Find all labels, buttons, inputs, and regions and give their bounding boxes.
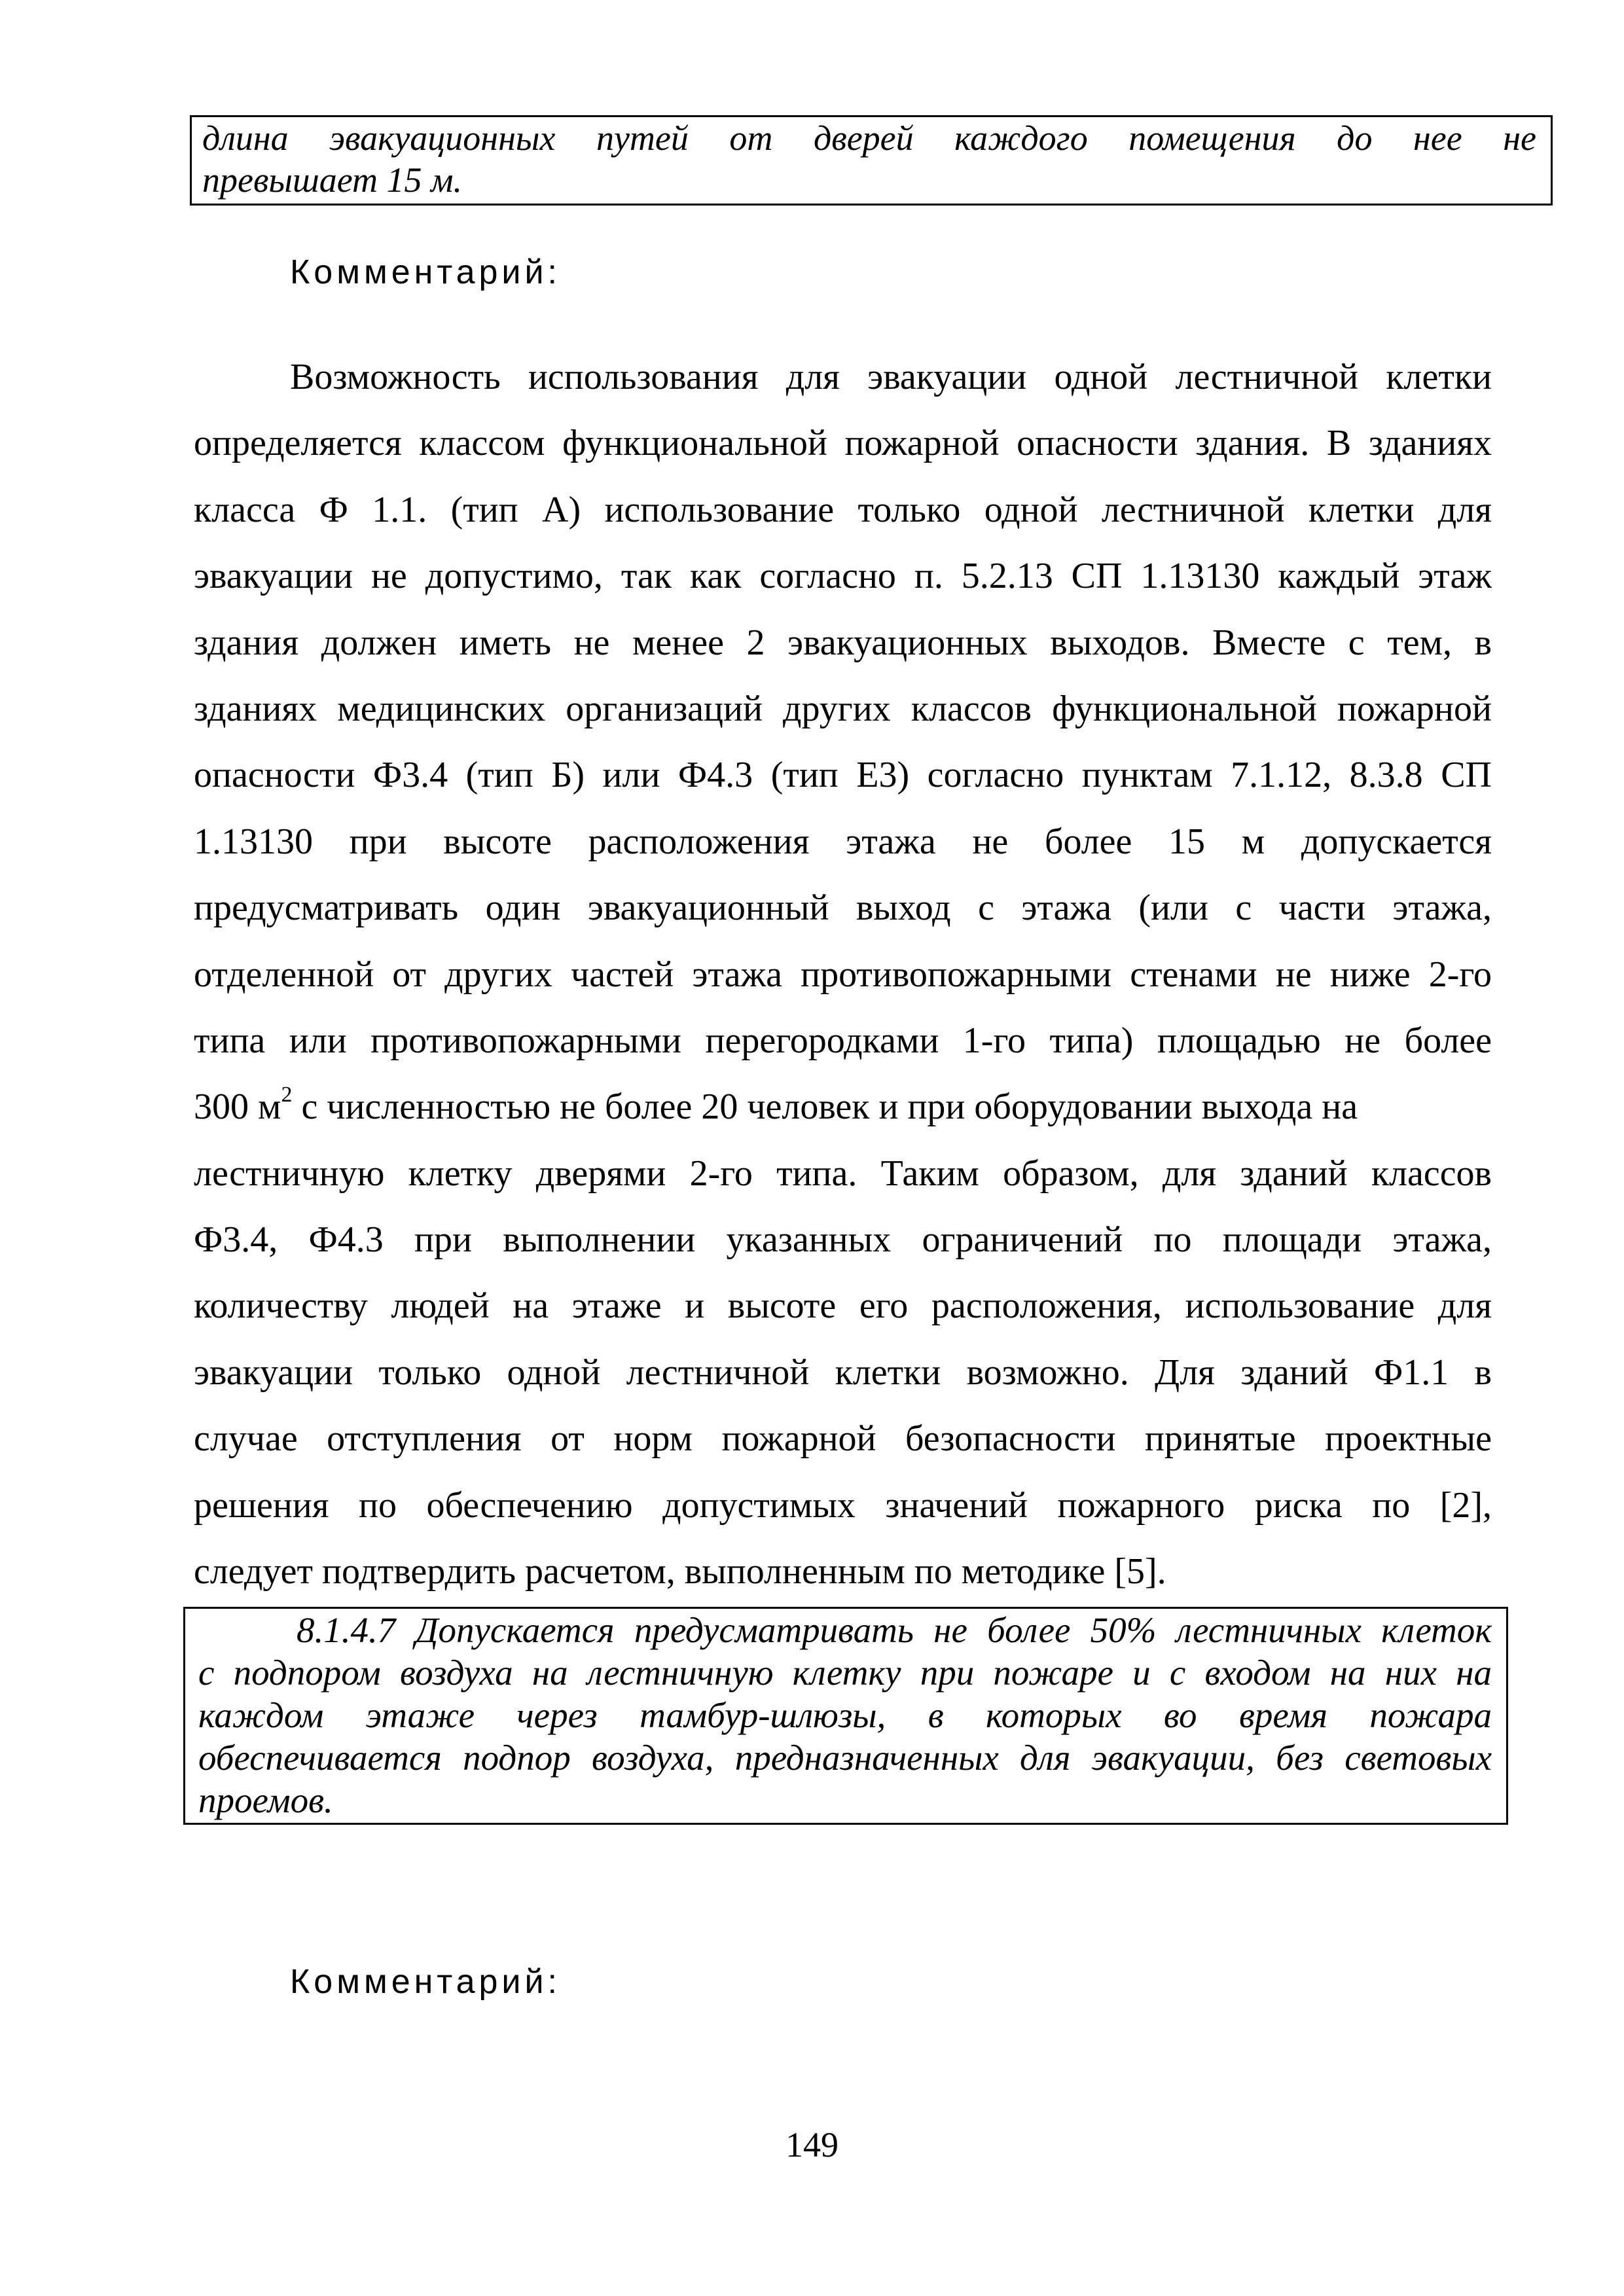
- body-line: здания должен иметь не менее 2 эвакуационных выходов. Вместе с тем, в: [194, 622, 1492, 663]
- body-line: зданиях медицинских организаций других классов функциональной пожарной: [194, 688, 1492, 729]
- bottom-quote-line: обеспечивается подпор воздуха, предназначенных для эвакуации, без световых: [198, 1738, 1492, 1778]
- body-line: Возможность использования для эвакуации одной лестничной клетки: [290, 357, 1492, 397]
- top-quote-box: [190, 115, 1553, 206]
- top-quote-line: длина эвакуационных путей от дверей каждого помещения до нее не: [202, 118, 1536, 158]
- bottom-quote-box: [183, 1607, 1508, 1825]
- body-line-rest: с численностью не более 20 человек и при оборудовании выхода на: [292, 1086, 1358, 1128]
- body-line: количеству людей на этаже и высоте его расположения, использование для: [194, 1285, 1492, 1327]
- body-line: отделенной от других частей этажа противопожарными стенами не ниже 2-го: [194, 954, 1492, 995]
- body-line: определяется классом функциональной пожарной опасности здания. В зданиях: [194, 423, 1492, 464]
- comment-heading: Комментарий:: [290, 253, 561, 291]
- body-line: Ф3.4, Ф4.3 при выполнении указанных ограничений по площади этажа,: [194, 1219, 1492, 1261]
- body-line-with-superscript: [194, 1074, 1492, 1140]
- top-quote-line: превышает 15 м.: [202, 160, 462, 200]
- page-number: 149: [785, 2125, 839, 2164]
- body-line: предусматривать один эвакуационный выход с этажа (или с части этажа,: [194, 888, 1492, 929]
- comment-body-paragraph: [194, 344, 1492, 1605]
- body-line: класса Ф 1.1. (тип А) использование только одной лестничной клетки для: [194, 489, 1492, 530]
- bottom-quote-line: 8.1.4.7 Допускается предусматривать не более 50% лестничных клеток: [297, 1610, 1492, 1650]
- body-line: случае отступления от норм пожарной безопасности принятые проектные: [194, 1418, 1492, 1460]
- area-value: 300 м: [194, 1086, 281, 1128]
- comment-heading: Комментарий:: [290, 1963, 561, 2001]
- body-line: лестничную клетку дверями 2-го типа. Таким образом, для зданий классов: [194, 1153, 1492, 1194]
- bottom-quote-line: с подпором воздуха на лестничную клетку при пожаре и с входом на них на: [198, 1653, 1492, 1693]
- body-line: 1.13130 при высоте расположения этажа не более 15 м допускается: [194, 821, 1492, 862]
- superscript-2: 2: [281, 1083, 293, 1107]
- body-line: опасности Ф3.4 (тип Б) или Ф4.3 (тип Е3) согласно пунктам 7.1.12, 8.3.8 СП: [194, 755, 1492, 796]
- body-line: следует подтвердить расчетом, выполненным по методике [5].: [194, 1551, 1166, 1592]
- bottom-quote-line: каждом этаже через тамбур-шлюзы, в которых во время пожара: [198, 1695, 1492, 1735]
- body-line: эвакуации не допустимо, так как согласно п. 5.2.13 СП 1.13130 каждый этаж: [194, 556, 1492, 597]
- bottom-quote-line: проемов.: [198, 1780, 333, 1820]
- body-line: типа или противопожарными перегородками 1-го типа) площадью не более: [194, 1020, 1492, 1061]
- body-line: решения по обеспечению допустимых значений пожарного риска по [2],: [194, 1484, 1492, 1526]
- body-line: эвакуации только одной лестничной клетки возможно. Для зданий Ф1.1 в: [194, 1352, 1492, 1393]
